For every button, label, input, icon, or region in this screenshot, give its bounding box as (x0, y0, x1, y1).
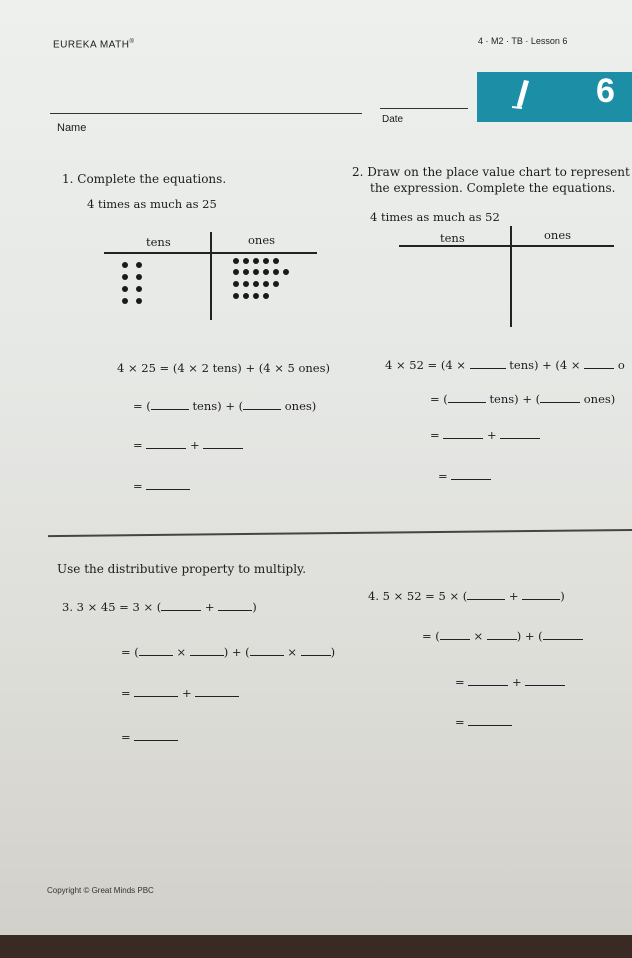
p2-blank-tens-factor[interactable] (470, 356, 506, 369)
ones-dot (233, 258, 239, 264)
name-label: Name (57, 122, 87, 134)
p2-l2-close: ones) (583, 392, 616, 406)
problem1-expression: 4 times as much as 25 (87, 197, 217, 211)
p1-l3-eq: = (133, 438, 143, 452)
chart1-divider (210, 232, 212, 320)
ones-dot (263, 258, 269, 264)
p3-l1-close: ) (252, 600, 257, 614)
p4-blank-ones[interactable] (522, 587, 560, 600)
p4-l2-times: × (473, 629, 484, 643)
ones-dot (233, 269, 239, 275)
p4-line1 (368, 587, 565, 603)
p3-line4 (121, 728, 178, 744)
tens-dot (136, 274, 142, 280)
p4-l4-eq: = (455, 715, 465, 729)
p2-line1 (385, 356, 625, 372)
p3-blank-a[interactable] (134, 684, 178, 697)
p1-l3-plus: + (189, 438, 200, 452)
p2-l1-mid: tens) + (4 × (509, 358, 581, 372)
chart1-ones-header: ones (248, 233, 276, 247)
chart2-divider[interactable] (510, 226, 512, 327)
p2-l3-plus: + (486, 428, 497, 442)
ones-dot (263, 293, 269, 299)
p3-line2 (121, 643, 335, 659)
p1-l2-open: = ( (133, 399, 151, 413)
brand-mark: ® (129, 39, 135, 45)
p4-blank-total[interactable] (468, 713, 512, 726)
p2-blank-ones-factor[interactable] (584, 356, 614, 369)
p1-line2 (133, 397, 316, 413)
p1-blank-total[interactable] (146, 477, 190, 490)
p4-l1-start: 4. 5 × 52 = 5 × ( (368, 589, 468, 603)
p1-line1: 4 × 25 = (4 × 2 tens) + (4 × 5 ones) (117, 361, 330, 375)
p4-blank-tens[interactable] (467, 587, 505, 600)
date-label: Date (382, 114, 404, 125)
tens-dot (122, 286, 128, 292)
ones-dot (243, 258, 249, 264)
problem2-prompt-2: the expression. Complete the equations. (370, 181, 616, 195)
p1-l4-eq: = (133, 479, 143, 493)
p4-l1-plus: + (508, 589, 519, 603)
problem1-prompt: 1. Complete the equations. (62, 172, 227, 186)
p4-l3-plus: + (511, 675, 522, 689)
p2-l2-mid: tens) + ( (489, 392, 541, 406)
p4-line3 (455, 673, 565, 689)
copyright-notice: Copyright © Great Minds PBC (47, 886, 154, 895)
p1-l2-close: ones) (284, 399, 317, 413)
lesson-label: 4 · M2 · TB · Lesson 6 (478, 36, 568, 46)
p3-blank-f4[interactable] (301, 643, 331, 656)
ones-dot (243, 269, 249, 275)
p1-blank-ones[interactable] (243, 397, 281, 410)
p3-line3 (121, 684, 239, 700)
p2-blank-tens[interactable] (448, 390, 486, 403)
ones-dot (263, 269, 269, 275)
p4-blank-f3[interactable] (543, 627, 583, 640)
p4-l2-mid: ) + ( (516, 629, 543, 643)
p2-line2 (430, 390, 615, 406)
ones-dot (273, 258, 279, 264)
chart2-header-line (399, 245, 614, 247)
p4-line4 (455, 713, 512, 729)
p1-blank-b[interactable] (203, 436, 243, 449)
p1-blank-tens[interactable] (151, 397, 189, 410)
p2-blank-a[interactable] (443, 426, 483, 439)
p3-l2-mid: ) + ( (223, 645, 250, 659)
tens-dot (136, 262, 142, 268)
p2-blank-total[interactable] (451, 467, 491, 480)
p4-line2 (422, 627, 583, 643)
p3-l1-plus: + (204, 600, 215, 614)
ones-dot (233, 293, 239, 299)
ones-dot (253, 258, 259, 264)
p3-l4-eq: = (121, 730, 131, 744)
p2-l4-eq: = (438, 469, 448, 483)
name-line (50, 113, 362, 114)
ones-dot (233, 281, 239, 287)
ones-dot (253, 281, 259, 287)
p2-l1-start: 4 × 52 = (4 × (385, 358, 466, 372)
p2-l2-open: = ( (430, 392, 448, 406)
ones-dot (273, 269, 279, 275)
p3-blank-b[interactable] (195, 684, 239, 697)
p4-blank-a[interactable] (468, 673, 508, 686)
ones-dot (253, 269, 259, 275)
tens-dot (122, 274, 128, 280)
chart2-tens-header: tens (440, 231, 465, 245)
section-divider (48, 529, 632, 537)
p3-l2-times1: × (176, 645, 187, 659)
p3-l2-open: = ( (121, 645, 139, 659)
p3-blank-tens[interactable] (161, 598, 201, 611)
p3-blank-f2[interactable] (190, 643, 224, 656)
problem2-expression: 4 times as much as 52 (370, 210, 500, 224)
pencil-icon (510, 78, 532, 110)
p1-l2-mid: tens) + ( (192, 399, 244, 413)
p4-l1-close: ) (560, 589, 565, 603)
ones-dot (253, 293, 259, 299)
p4-blank-f1[interactable] (440, 627, 470, 640)
p3-blank-f3[interactable] (250, 643, 284, 656)
p4-l3-eq: = (455, 675, 465, 689)
p3-l2-times2: × (287, 645, 297, 659)
p4-blank-b[interactable] (525, 673, 565, 686)
tens-dot (136, 298, 142, 304)
ones-dot (243, 281, 249, 287)
chart2-ones-header: ones (544, 228, 572, 242)
p3-line1 (62, 598, 257, 614)
p3-l2-close: ) (330, 645, 336, 659)
p1-line3 (133, 436, 243, 452)
chart1-tens-header: tens (146, 235, 171, 249)
tens-dot (122, 262, 128, 268)
p1-blank-a[interactable] (146, 436, 186, 449)
ones-dot (273, 281, 279, 287)
problem2-prompt-1: 2. Draw on the place value chart to represent (352, 165, 630, 179)
p2-blank-b[interactable] (500, 426, 540, 439)
p3-l3-eq: = (121, 686, 131, 700)
p3-l1-start: 3. 3 × 45 = 3 × ( (62, 600, 162, 614)
section2-title: Use the distributive property to multiply. (57, 562, 307, 576)
p4-blank-f2[interactable] (487, 627, 517, 640)
p1-line4 (133, 477, 190, 493)
p2-l1-end: o (617, 358, 625, 372)
p3-blank-ones[interactable] (218, 598, 252, 611)
p3-l3-plus: + (181, 686, 192, 700)
p3-blank-total[interactable] (134, 728, 178, 741)
ones-dot (263, 281, 269, 287)
tens-dot (122, 298, 128, 304)
p2-line3 (430, 426, 540, 442)
tens-dot (136, 286, 142, 292)
p4-l2-open: = ( (422, 629, 440, 643)
p2-blank-ones[interactable] (540, 390, 580, 403)
p2-line4 (438, 467, 491, 483)
p2-l3-eq: = (430, 428, 440, 442)
ones-dot (283, 269, 289, 275)
ones-dot (243, 293, 249, 299)
badge-number: 6 (596, 72, 615, 110)
brand-name: EUREKA MATH (53, 39, 130, 51)
brand-logo (53, 39, 134, 50)
date-line (380, 108, 468, 109)
p3-blank-f1[interactable] (139, 643, 173, 656)
